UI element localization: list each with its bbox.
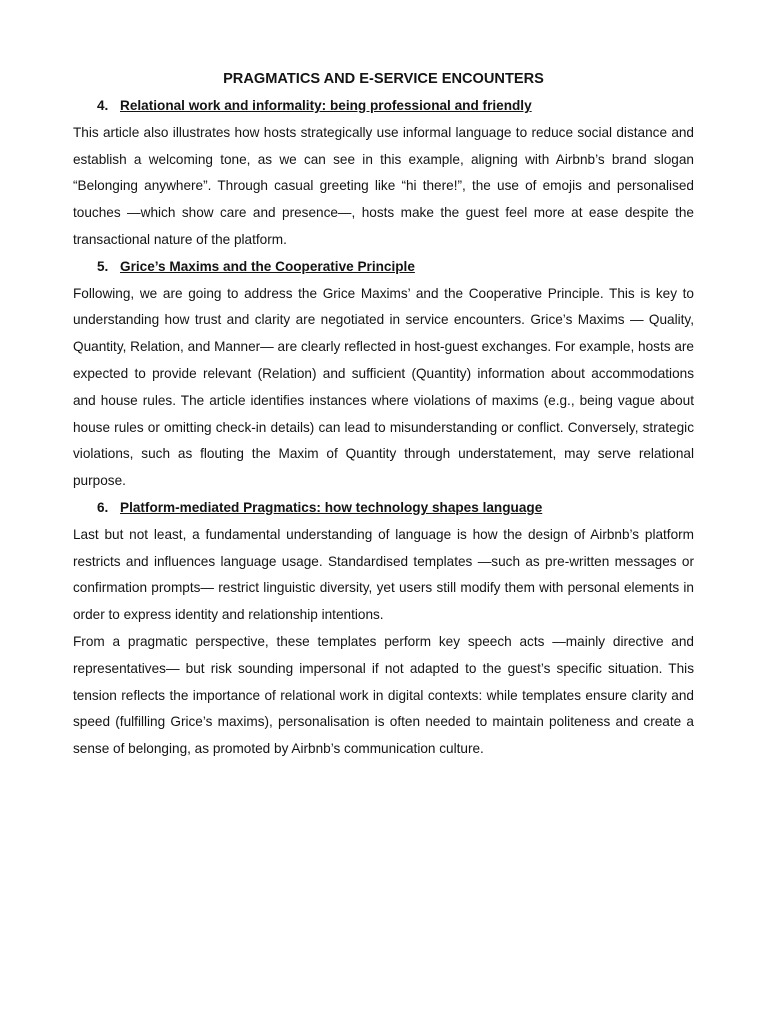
paragraph: Last but not least, a fundamental understanding of language is how the design of Airbnb’s platform restricts and influences language usage. Standardised templates —such as pre-written messages or confirmation prompts— restrict linguistic diversity, yet users still modify them with personal elements in order to express identity and relationship intentions. [73,526,694,623]
paragraph: From a pragmatic perspective, these templates perform key speech acts —mainly directive and representatives— but risk sounding impersonal if not adapted to the guest’s specific situation. This tension reflects the importance of relational work in digital contexts: while templates ensure clarity and speed (fulfilling Grice’s maxims), personalisation is often needed to maintain politeness and create a sense of belonging, as promoted by Airbnb’s communication culture. [73,633,694,757]
section-title: Platform-mediated Pragmatics: how technology shapes language [120,499,543,515]
section-number: 4. [97,98,109,113]
section-heading [73,254,694,281]
document-page [73,68,694,763]
paragraph: This article also illustrates how hosts strategically use informal language to reduce social distance and establish a welcoming tone, as we can see in this example, aligning with Airbnb’s brand slogan “Belonging anywhere”. Through casual greeting like “hi there!”, the use of emojis and personalised touches —which show care and presence—, hosts make the guest feel more at ease despite the transactional nature of the platform. [73,124,694,247]
section-heading [73,93,694,120]
section-6 [73,495,694,763]
section-number: 5. [97,258,109,274]
section-number: 6. [97,499,109,515]
document-title: PRAGMATICS AND E-SERVICE ENCOUNTERS [223,71,544,87]
paragraph: Following, we are going to address the Grice Maxims’ and the Cooperative Principle. This is key to understanding how trust and clarity are negotiated in service encounters. Grice’s Maxims — Quality, Quantity, Relation, and Manner— are clearly reflected in host-guest exchanges. For example, hosts are expected to provide relevant (Relation) and sufficient (Quantity) information about accommodations and house rules. The article identifies instances where violations of maxims (e.g., being vague about house rules or omitting check-in details) can lead to misunderstanding or conflict. Conversely, strategic violations, such as flouting the Maxim of Quantity through understatement, may serve relational purpose. [73,285,694,489]
section-title: Grice’s Maxims and the Cooperative Principle [120,258,415,274]
section-heading [73,495,694,522]
section-title: Relational work and informality: being professional and friendly [120,98,532,113]
section-4 [73,93,694,254]
section-5 [73,254,694,495]
